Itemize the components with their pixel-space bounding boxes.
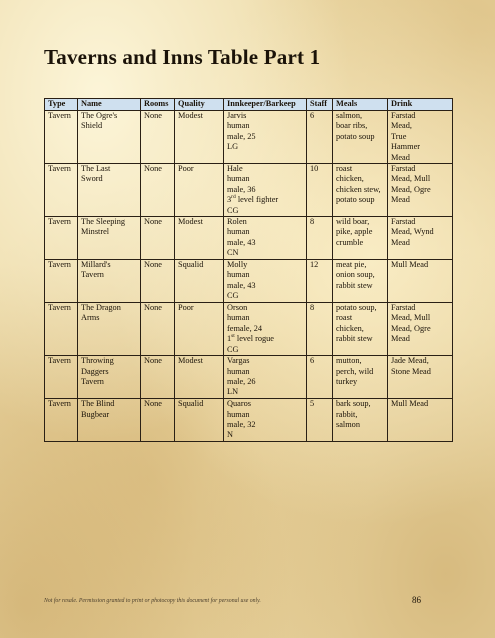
cell-type: Tavern [45, 356, 78, 399]
cell-drink [388, 164, 453, 217]
cell-rooms: None [141, 260, 175, 303]
cell-rooms: None [141, 303, 175, 356]
cell-drink [388, 303, 453, 356]
cell-innkeeper-line: human [227, 366, 250, 376]
cell-meals-line: chicken, [336, 174, 364, 184]
header-quality: Quality [175, 99, 224, 111]
cell-innkeeper-line: male, 43 [227, 280, 256, 290]
cell-innkeeper-line: Vargas [227, 356, 250, 366]
cell-meals-line: perch, wild [336, 366, 374, 376]
cell-meals-line: roast [336, 164, 353, 174]
cell-innkeeper-line: Orson [227, 303, 248, 313]
cell-meals-line: rabbit stew [336, 280, 373, 290]
cell-drink-line: Mead [391, 152, 410, 162]
cell-staff: 8 [307, 217, 333, 260]
table-body [45, 111, 453, 442]
cell-meals-line: salmon [336, 419, 360, 429]
cell-name [78, 303, 141, 356]
cell-innkeeper [224, 260, 307, 303]
cell-innkeeper-line: LG [227, 142, 239, 152]
table-row [45, 260, 453, 303]
cell-drink-line: Mead [391, 237, 410, 247]
cell-innkeeper-line: male, 36 [227, 184, 256, 194]
cell-innkeeper [224, 303, 307, 356]
cell-drink-line: Farstad [391, 164, 416, 174]
cell-quality: Poor [175, 164, 224, 217]
cell-rooms: None [141, 217, 175, 260]
cell-drink-line: Mead [391, 334, 410, 344]
cell-name-line: Millard's [81, 260, 111, 270]
cell-name-line: Minstrel [81, 227, 110, 237]
cell-drink [388, 399, 453, 442]
cell-innkeeper-line: human [227, 227, 250, 237]
cell-name-line: The Ogre's [81, 111, 118, 120]
cell-drink-line: Mead, Mull [391, 313, 431, 323]
cell-drink-line: Farstad [391, 303, 416, 313]
cell-drink-line: Mead, Mull [391, 174, 431, 184]
cell-drink-line: Jade Mead, [391, 356, 429, 366]
cell-meals-line: bark soup, [336, 399, 371, 409]
cell-type: Tavern [45, 111, 78, 164]
footer-note: Not for resale. Permission granted to print or photocopy this document for personal use only. [44, 598, 261, 604]
cell-type: Tavern [45, 399, 78, 442]
header-meals: Meals [333, 99, 388, 111]
header-name: Name [78, 99, 141, 111]
table-row [45, 164, 453, 217]
cell-innkeeper-line: CN [227, 248, 239, 258]
table-row [45, 217, 453, 260]
cell-innkeeper [224, 399, 307, 442]
table-row [45, 399, 453, 442]
cell-rooms: None [141, 111, 175, 164]
cell-innkeeper-line: Jarvis [227, 111, 247, 120]
cell-innkeeper-line: human [227, 409, 250, 419]
cell-quality: Modest [175, 217, 224, 260]
cell-drink-line: Mead [391, 195, 410, 205]
cell-drink [388, 356, 453, 399]
cell-innkeeper-line: 3rd level fighter [227, 194, 279, 205]
cell-meals [333, 399, 388, 442]
table-row [45, 111, 453, 164]
cell-meals-line: meat pie, [336, 260, 367, 270]
cell-meals-line: turkey [336, 376, 358, 386]
cell-meals [333, 217, 388, 260]
header-staff: Staff [307, 99, 333, 111]
cell-staff: 6 [307, 111, 333, 164]
cell-innkeeper-line: Molly [227, 260, 248, 270]
cell-meals [333, 111, 388, 164]
cell-type: Tavern [45, 217, 78, 260]
cell-staff: 10 [307, 164, 333, 217]
cell-meals-line: boar ribs, [336, 121, 368, 131]
cell-quality: Modest [175, 356, 224, 399]
cell-name-line: Tavern [81, 376, 104, 386]
page-number: 86 [412, 595, 421, 605]
cell-meals-line: potato soup [336, 195, 375, 205]
cell-drink-line: True [391, 131, 407, 141]
header-rooms: Rooms [141, 99, 175, 111]
cell-drink [388, 217, 453, 260]
cell-meals [333, 164, 388, 217]
cell-rooms: None [141, 399, 175, 442]
cell-drink [388, 111, 453, 164]
cell-innkeeper-line: Hale [227, 164, 243, 174]
cell-innkeeper-line: N [227, 430, 233, 440]
cell-drink-line: Farstad [391, 217, 416, 227]
cell-innkeeper-line: male, 32 [227, 419, 256, 429]
cell-innkeeper-line: human [227, 313, 250, 323]
cell-staff: 5 [307, 399, 333, 442]
cell-innkeeper [224, 164, 307, 217]
cell-quality: Poor [175, 303, 224, 356]
cell-innkeeper-line: female, 24 [227, 323, 263, 333]
cell-type: Tavern [45, 260, 78, 303]
cell-innkeeper [224, 111, 307, 164]
cell-type: Tavern [45, 164, 78, 217]
cell-innkeeper-line: LN [227, 387, 239, 397]
cell-meals-line: roast [336, 313, 353, 323]
cell-innkeeper-line: male, 26 [227, 376, 256, 386]
cell-name [78, 399, 141, 442]
cell-meals-line: chicken stew, [336, 184, 381, 194]
cell-innkeeper [224, 356, 307, 399]
page-title: Taverns and Inns Table Part 1 [44, 45, 321, 69]
cell-name [78, 164, 141, 217]
cell-type: Tavern [45, 303, 78, 356]
cell-innkeeper-line: male, 43 [227, 237, 256, 247]
cell-drink [388, 260, 453, 303]
cell-name-line: The Dragon [81, 303, 121, 313]
cell-name-line: The Last [81, 164, 111, 174]
cell-name-line: Arms [81, 313, 100, 323]
cell-meals-line: rabbit stew [336, 334, 373, 344]
cell-rooms: None [141, 356, 175, 399]
cell-meals-line: chicken, [336, 323, 364, 333]
cell-name-line: The Sleeping [81, 217, 126, 227]
cell-innkeeper-line: human [227, 174, 250, 184]
cell-meals-line: crumble [336, 237, 364, 247]
table-row [45, 356, 453, 399]
header-innkeeper: Innkeeper/Barkeep [224, 99, 307, 111]
cell-meals-line: mutton, [336, 356, 362, 366]
cell-drink-line: Hammer [391, 142, 421, 152]
cell-innkeeper-line: human [227, 121, 250, 131]
cell-staff: 6 [307, 356, 333, 399]
cell-drink-line: Mull Mead [391, 260, 429, 270]
cell-meals-line: potato soup [336, 131, 375, 141]
cell-meals-line: onion soup, [336, 270, 375, 280]
cell-name-line: Bugbear [81, 409, 110, 419]
header-type: Type [45, 99, 78, 111]
cell-meals-line: salmon, [336, 111, 363, 120]
taverns-table [44, 98, 453, 442]
cell-innkeeper-line: Rolen [227, 217, 247, 227]
cell-name [78, 260, 141, 303]
cell-innkeeper-line: CG [227, 344, 239, 354]
cell-meals-line: potato soup, [336, 303, 377, 313]
cell-innkeeper-line: CG [227, 205, 239, 215]
cell-innkeeper [224, 217, 307, 260]
cell-name-line: Sword [81, 174, 103, 184]
cell-rooms: None [141, 164, 175, 217]
cell-name-line: Throwing [81, 356, 114, 366]
cell-meals-line: rabbit, [336, 409, 358, 419]
header-drink: Drink [388, 99, 453, 111]
cell-name [78, 111, 141, 164]
cell-drink-line: Mead, Wynd [391, 227, 434, 237]
cell-drink-line: Mead, Ogre [391, 323, 431, 333]
cell-meals [333, 260, 388, 303]
cell-name-line: The Blind [81, 399, 115, 409]
cell-staff: 8 [307, 303, 333, 356]
cell-drink-line: Farstad [391, 111, 416, 120]
cell-drink-line: Mead, Ogre [391, 184, 431, 194]
cell-meals-line: wild boar, [336, 217, 370, 227]
cell-meals-line: pike, apple [336, 227, 373, 237]
cell-name-line: Daggers [81, 366, 109, 376]
table-header-row [45, 99, 453, 111]
cell-name-line: Shield [81, 121, 103, 131]
cell-name [78, 356, 141, 399]
cell-quality: Modest [175, 111, 224, 164]
table-row [45, 303, 453, 356]
cell-innkeeper-line: Quaros [227, 399, 251, 409]
cell-staff: 12 [307, 260, 333, 303]
cell-meals [333, 303, 388, 356]
cell-innkeeper-line: male, 25 [227, 131, 256, 141]
cell-drink-line: Stone Mead [391, 366, 431, 376]
cell-quality: Squalid [175, 399, 224, 442]
cell-drink-line: Mead, [391, 121, 412, 131]
cell-innkeeper-line: human [227, 270, 250, 280]
cell-meals [333, 356, 388, 399]
cell-drink-line: Mull Mead [391, 399, 429, 409]
cell-innkeeper-line: 1st level rogue [227, 333, 274, 344]
cell-name [78, 217, 141, 260]
cell-innkeeper-line: CG [227, 291, 239, 301]
cell-name-line: Tavern [81, 270, 104, 280]
cell-quality: Squalid [175, 260, 224, 303]
